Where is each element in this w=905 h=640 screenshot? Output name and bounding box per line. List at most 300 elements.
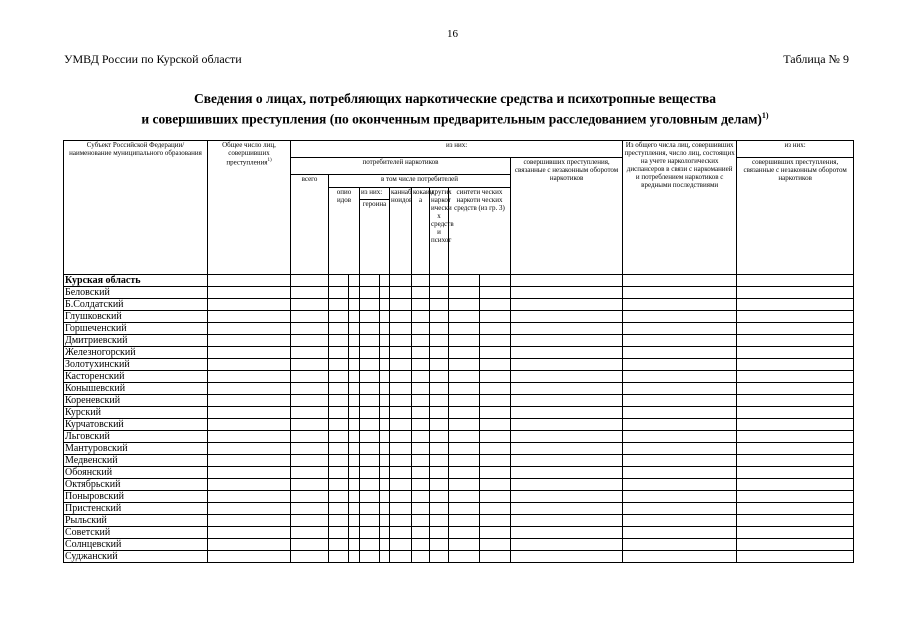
table-cell [412, 359, 430, 371]
table-cell [390, 407, 412, 419]
table-cell [390, 467, 412, 479]
row-label: Суджанский [64, 551, 208, 563]
table-cell [430, 515, 449, 527]
table-row [64, 359, 854, 371]
table-cell [291, 539, 329, 551]
table-cell [623, 347, 737, 359]
header-of-them-2: из них: [360, 188, 390, 200]
table-cell [511, 443, 623, 455]
table-cell [430, 455, 449, 467]
table-cell [329, 527, 349, 539]
table-cell [480, 551, 511, 563]
table-cell [291, 431, 329, 443]
table-cell [329, 275, 349, 287]
table-row [64, 491, 854, 503]
title-line-1: Сведения о лицах, потребляющих наркотические средства и психотропные вещества [194, 91, 716, 106]
table-row [64, 539, 854, 551]
table-cell [623, 311, 737, 323]
table-cell [623, 551, 737, 563]
table-cell [349, 395, 360, 407]
table-cell [480, 371, 511, 383]
table-cell [737, 455, 854, 467]
table-cell [349, 275, 360, 287]
table-cell [329, 347, 349, 359]
row-label: Октябрьский [64, 479, 208, 491]
table-cell [360, 371, 380, 383]
table-row [64, 527, 854, 539]
table-cell [480, 479, 511, 491]
table-cell [511, 431, 623, 443]
table-cell [390, 527, 412, 539]
table-cell [329, 491, 349, 503]
row-label: Курская область [64, 275, 208, 287]
table-cell [349, 479, 360, 491]
table-cell [449, 491, 480, 503]
table-cell [380, 311, 390, 323]
table-cell [329, 395, 349, 407]
table-cell [412, 527, 430, 539]
header-heroin: героина [360, 200, 390, 275]
table-cell [360, 491, 380, 503]
table-cell [623, 275, 737, 287]
table-cell [349, 311, 360, 323]
header-of-them-3: из них: [737, 141, 854, 158]
table-cell [291, 455, 329, 467]
table-cell [449, 275, 480, 287]
table-cell [511, 299, 623, 311]
table-cell [430, 395, 449, 407]
table-cell [430, 275, 449, 287]
table-cell [380, 467, 390, 479]
table-cell [449, 311, 480, 323]
table-cell [480, 347, 511, 359]
table-cell [430, 335, 449, 347]
table-row [64, 467, 854, 479]
table-cell [329, 431, 349, 443]
table-number: Таблица № 9 [783, 52, 849, 66]
table-cell [430, 527, 449, 539]
table-cell [208, 503, 291, 515]
table-cell [349, 287, 360, 299]
table-cell [360, 443, 380, 455]
table-cell [380, 527, 390, 539]
table-cell [412, 455, 430, 467]
table-cell [737, 347, 854, 359]
table-row [64, 551, 854, 563]
table-cell [480, 395, 511, 407]
table-cell [511, 479, 623, 491]
table-cell [291, 323, 329, 335]
table-cell [511, 347, 623, 359]
table-cell [449, 467, 480, 479]
table-cell [380, 395, 390, 407]
table-cell [208, 383, 291, 395]
table-cell [480, 407, 511, 419]
table-cell [412, 479, 430, 491]
table-cell [390, 539, 412, 551]
page-number: 16 [447, 28, 458, 40]
table-cell [623, 503, 737, 515]
table-cell [208, 551, 291, 563]
table-cell [208, 311, 291, 323]
table-cell [360, 527, 380, 539]
table-row [64, 383, 854, 395]
table-cell [390, 455, 412, 467]
table-cell [329, 479, 349, 491]
table-cell [449, 527, 480, 539]
row-label: Касторенский [64, 371, 208, 383]
table-cell [412, 443, 430, 455]
table-cell [390, 431, 412, 443]
table-cell [737, 311, 854, 323]
table-cell [737, 407, 854, 419]
table-cell [291, 407, 329, 419]
table-cell [380, 323, 390, 335]
table-cell [449, 395, 480, 407]
table-cell [449, 287, 480, 299]
table-cell [623, 287, 737, 299]
table-cell [449, 419, 480, 431]
table-cell [329, 311, 349, 323]
table-cell [480, 527, 511, 539]
table-cell [623, 359, 737, 371]
table-cell [412, 491, 430, 503]
table-cell [623, 395, 737, 407]
row-label: Б.Солдатский [64, 299, 208, 311]
table-cell [480, 383, 511, 395]
table-cell [390, 479, 412, 491]
table-cell [511, 371, 623, 383]
table-row [64, 479, 854, 491]
table-cell [623, 455, 737, 467]
table-cell [360, 539, 380, 551]
table-cell [511, 515, 623, 527]
table-cell [511, 323, 623, 335]
row-label: Горшеченский [64, 323, 208, 335]
table-body [64, 275, 854, 563]
table-cell [360, 311, 380, 323]
table-cell [623, 515, 737, 527]
table-cell [412, 311, 430, 323]
table-cell [480, 491, 511, 503]
table-cell [329, 335, 349, 347]
table-cell [412, 275, 430, 287]
table-cell [449, 551, 480, 563]
table-cell [449, 455, 480, 467]
table-cell [291, 491, 329, 503]
table-cell [480, 515, 511, 527]
table-cell [412, 539, 430, 551]
table-cell [380, 455, 390, 467]
table-cell [623, 431, 737, 443]
table-cell [480, 335, 511, 347]
table-cell [623, 323, 737, 335]
table-cell [430, 287, 449, 299]
table-cell [360, 275, 380, 287]
table-cell [208, 467, 291, 479]
table-cell [412, 371, 430, 383]
table-cell [480, 539, 511, 551]
table-cell [511, 551, 623, 563]
header-drug-users: потребителей наркотиков [291, 158, 511, 175]
table-cell [329, 455, 349, 467]
table-cell [208, 335, 291, 347]
table-row [64, 419, 854, 431]
table-cell [291, 395, 329, 407]
header-total: всего [291, 175, 329, 275]
table-cell [291, 527, 329, 539]
table-cell [291, 515, 329, 527]
table-cell [737, 551, 854, 563]
table-cell [511, 311, 623, 323]
table-cell [737, 335, 854, 347]
table-cell [449, 335, 480, 347]
table-cell [449, 539, 480, 551]
table-cell [412, 347, 430, 359]
table-cell [480, 311, 511, 323]
table-cell [360, 335, 380, 347]
table-cell [208, 443, 291, 455]
table-cell [737, 431, 854, 443]
table-cell [412, 335, 430, 347]
table-cell [737, 323, 854, 335]
table-cell [291, 371, 329, 383]
table-cell [623, 383, 737, 395]
table-row [64, 431, 854, 443]
header-including-users: в том числе потребителей [329, 175, 511, 188]
table-cell [380, 491, 390, 503]
table-cell [390, 383, 412, 395]
header-cannabis: каннаб ноидов [390, 188, 412, 275]
table-cell [380, 383, 390, 395]
table-cell [360, 299, 380, 311]
table-cell [430, 407, 449, 419]
table-cell [449, 431, 480, 443]
table-cell [737, 539, 854, 551]
row-label: Глушковский [64, 311, 208, 323]
table-cell [430, 479, 449, 491]
table-cell [208, 515, 291, 527]
row-label: Курчатовский [64, 419, 208, 431]
table-cell [208, 491, 291, 503]
table-cell [349, 467, 360, 479]
table-cell [623, 443, 737, 455]
table-cell [380, 299, 390, 311]
title-footnote: 1) [761, 111, 769, 120]
row-label: Железногорский [64, 347, 208, 359]
table-cell [390, 311, 412, 323]
table-row [64, 287, 854, 299]
table-row [64, 407, 854, 419]
table-cell [360, 323, 380, 335]
table-cell [412, 287, 430, 299]
table-cell [623, 527, 737, 539]
table-cell [291, 275, 329, 287]
table-cell [449, 407, 480, 419]
row-label: Советский [64, 527, 208, 539]
table-cell [480, 467, 511, 479]
table-cell [737, 443, 854, 455]
table-cell [329, 407, 349, 419]
table-cell [511, 419, 623, 431]
table-cell [380, 479, 390, 491]
table-row [64, 323, 854, 335]
row-label: Льговский [64, 431, 208, 443]
table-cell [737, 515, 854, 527]
table-cell [360, 287, 380, 299]
table-cell [511, 287, 623, 299]
table-cell [430, 419, 449, 431]
table-cell [380, 539, 390, 551]
table-cell [390, 359, 412, 371]
table-cell [430, 311, 449, 323]
table-cell [380, 359, 390, 371]
table-cell [329, 539, 349, 551]
table-cell [329, 467, 349, 479]
table-cell [329, 419, 349, 431]
table-cell [380, 431, 390, 443]
table-cell [349, 323, 360, 335]
table-cell [511, 359, 623, 371]
table-cell [412, 515, 430, 527]
table-cell [511, 383, 623, 395]
table-cell [349, 299, 360, 311]
table-cell [349, 527, 360, 539]
table-cell [511, 527, 623, 539]
header-of-them: из них: [291, 141, 623, 158]
table-cell [208, 395, 291, 407]
table-cell [349, 431, 360, 443]
table-cell [480, 287, 511, 299]
table-cell [511, 407, 623, 419]
table-cell [430, 347, 449, 359]
table-cell [380, 335, 390, 347]
table-cell [360, 467, 380, 479]
org-name: УМВД России по Курской области [64, 52, 242, 66]
table-cell [511, 275, 623, 287]
table-cell [291, 419, 329, 431]
table-cell [390, 287, 412, 299]
table-cell [390, 395, 412, 407]
row-label: Кореневский [64, 395, 208, 407]
table-cell [390, 347, 412, 359]
table-cell [291, 479, 329, 491]
header-subject: Субъект Российской Федерации/ наименование муниципального образования [64, 141, 208, 275]
table-cell [380, 347, 390, 359]
table-cell [737, 299, 854, 311]
table-cell [380, 515, 390, 527]
table-cell [349, 551, 360, 563]
table-cell [430, 539, 449, 551]
table-cell [329, 443, 349, 455]
table-cell [349, 347, 360, 359]
row-label: Пристенский [64, 503, 208, 515]
table-cell [291, 503, 329, 515]
table-cell [360, 383, 380, 395]
table-cell [511, 503, 623, 515]
table-cell [737, 383, 854, 395]
table-cell [208, 359, 291, 371]
table-cell [349, 539, 360, 551]
header-total-persons-label: Общее число лиц, совершивших преступления [222, 141, 276, 167]
table-cell [430, 359, 449, 371]
table-cell [390, 551, 412, 563]
table-cell [412, 323, 430, 335]
table-cell [511, 467, 623, 479]
table-cell [511, 491, 623, 503]
table-cell [291, 551, 329, 563]
table-cell [291, 359, 329, 371]
table-cell [329, 383, 349, 395]
table-cell [480, 431, 511, 443]
table-cell [380, 407, 390, 419]
table-cell [449, 323, 480, 335]
table-cell [208, 407, 291, 419]
header-registered-total: Из общего числа лиц, совершивших преступления, число лиц, состоящих на учете наркологических диспансеров в связи с наркоманией и потреблением наркотиков с вредными последствиями [623, 141, 737, 275]
table-cell [412, 419, 430, 431]
table-cell [449, 299, 480, 311]
table-row [64, 347, 854, 359]
table-cell [380, 443, 390, 455]
table-cell [291, 335, 329, 347]
table-cell [291, 467, 329, 479]
table-cell [480, 455, 511, 467]
table-cell [430, 491, 449, 503]
table-cell [737, 479, 854, 491]
header-cocaine: кокаин а [412, 188, 430, 275]
table-cell [380, 551, 390, 563]
table-cell [380, 287, 390, 299]
table-cell [430, 503, 449, 515]
statistics-table [63, 140, 854, 563]
table-cell [412, 551, 430, 563]
table-row [64, 395, 854, 407]
table-cell [208, 323, 291, 335]
row-label: Беловский [64, 287, 208, 299]
table-cell [349, 371, 360, 383]
table-cell [412, 395, 430, 407]
table-row [64, 455, 854, 467]
row-label: Золотухинский [64, 359, 208, 371]
table-cell [360, 479, 380, 491]
table-cell [390, 299, 412, 311]
table-cell [480, 275, 511, 287]
table-cell [349, 515, 360, 527]
table-row [64, 335, 854, 347]
table-cell [291, 347, 329, 359]
table-cell [449, 479, 480, 491]
header-opium: опио идов [329, 188, 360, 275]
table-cell [430, 299, 449, 311]
header-committed-related-2: совершивших преступления, связанные с незаконным оборотом наркотиков [737, 158, 854, 275]
table-cell [623, 539, 737, 551]
table-cell [291, 383, 329, 395]
table-cell [208, 539, 291, 551]
table-cell [208, 371, 291, 383]
table-cell [480, 443, 511, 455]
table-cell [349, 491, 360, 503]
table-cell [623, 335, 737, 347]
table-cell [360, 419, 380, 431]
table-cell [737, 275, 854, 287]
table-cell [511, 395, 623, 407]
table-cell [511, 455, 623, 467]
table-cell [412, 383, 430, 395]
table-cell [349, 419, 360, 431]
table-cell [208, 455, 291, 467]
table-row [64, 371, 854, 383]
table-cell [360, 431, 380, 443]
